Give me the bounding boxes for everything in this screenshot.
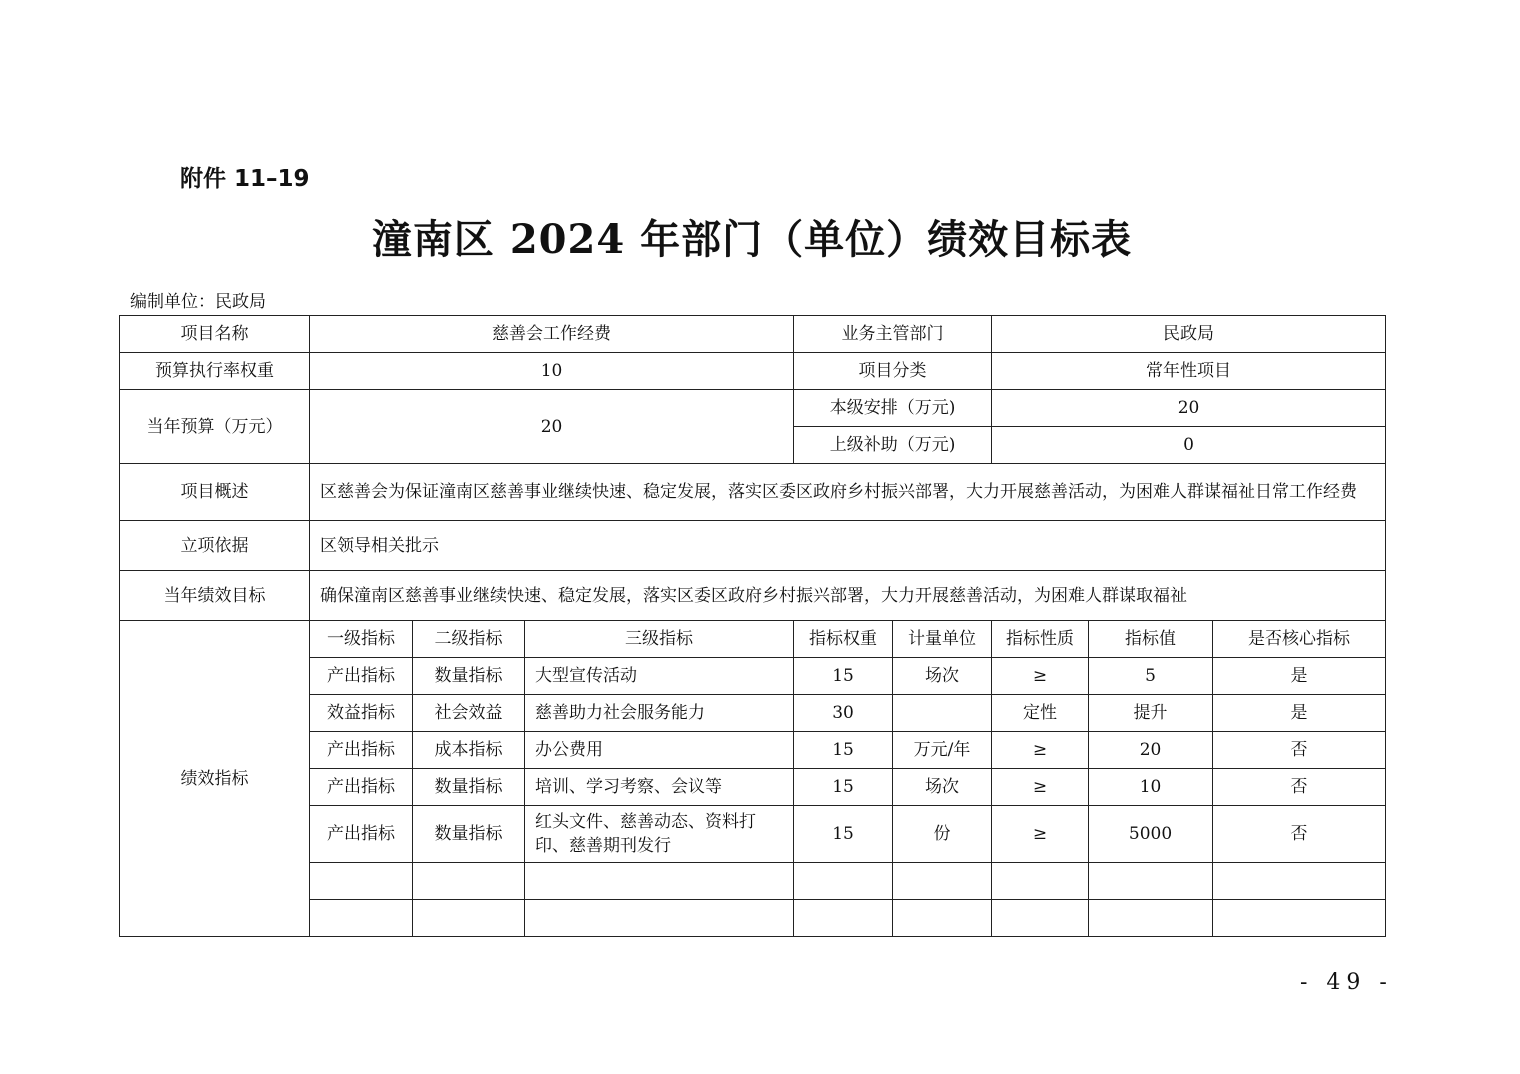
- cell-weight: 15: [794, 806, 893, 863]
- cell-level2: 数量指标: [413, 658, 525, 695]
- header-nature: 指标性质: [992, 621, 1089, 658]
- cell-unit: 万元/年: [893, 732, 992, 769]
- overview-value: 区慈善会为保证潼南区慈善事业继续快速、稳定发展，落实区委区政府乡村振兴部署，大力开展慈善活动，为困难人群谋福祉日常工作经费: [310, 464, 1386, 521]
- basis-label: 立项依据: [120, 521, 310, 571]
- cell-level3: 办公费用: [525, 732, 794, 769]
- row-weight: [120, 353, 1386, 390]
- cell-level2: 数量指标: [413, 806, 525, 863]
- cell-unit: 场次: [893, 658, 992, 695]
- attachment-label: 附件 11–19: [180, 166, 310, 192]
- upper-label: 上级补助（万元): [794, 427, 992, 464]
- row-goal: [120, 571, 1386, 621]
- table-row-empty: [120, 863, 1386, 900]
- cell-level2: 成本指标: [413, 732, 525, 769]
- performance-target-table: [119, 315, 1386, 937]
- cell-weight: 30: [794, 695, 893, 732]
- cell-nature: ≥: [992, 806, 1089, 863]
- header-value: 指标值: [1089, 621, 1213, 658]
- cell-level2: 数量指标: [413, 769, 525, 806]
- budget-value: 20: [310, 390, 794, 464]
- cell-nature: ≥: [992, 732, 1089, 769]
- page-number: - 49 -: [1300, 970, 1393, 995]
- empty-cell: [525, 863, 794, 900]
- cell-weight: 15: [794, 658, 893, 695]
- cell-weight: 15: [794, 732, 893, 769]
- empty-cell: [525, 900, 794, 937]
- local-label: 本级安排（万元): [794, 390, 992, 427]
- cell-nature: ≥: [992, 769, 1089, 806]
- empty-cell: [794, 863, 893, 900]
- table-row: [120, 806, 1386, 863]
- empty-cell: [893, 863, 992, 900]
- empty-cell: [992, 863, 1089, 900]
- cell-core: 是: [1213, 658, 1386, 695]
- upper-value: 0: [992, 427, 1386, 464]
- category-label: 项目分类: [794, 353, 992, 390]
- cell-value: 提升: [1089, 695, 1213, 732]
- table-row: [120, 695, 1386, 732]
- table-row: [120, 658, 1386, 695]
- weight-value: 10: [310, 353, 794, 390]
- basis-value: 区领导相关批示: [310, 521, 1386, 571]
- indicators-label: 绩效指标: [120, 621, 310, 937]
- cell-level3: 慈善助力社会服务能力: [525, 695, 794, 732]
- empty-cell: [1089, 863, 1213, 900]
- category-value: 常年性项目: [992, 353, 1386, 390]
- budget-label: 当年预算（万元）: [120, 390, 310, 464]
- header-level1: 一级指标: [310, 621, 413, 658]
- cell-value: 5: [1089, 658, 1213, 695]
- cell-level3: 红头文件、慈善动态、资料打印、慈善期刊发行: [525, 806, 794, 863]
- cell-unit: 场次: [893, 769, 992, 806]
- empty-cell: [310, 900, 413, 937]
- row-basis: [120, 521, 1386, 571]
- empty-cell: [413, 900, 525, 937]
- local-value: 20: [992, 390, 1386, 427]
- empty-cell: [413, 863, 525, 900]
- dept-value: 民政局: [992, 316, 1386, 353]
- cell-level3: 培训、学习考察、会议等: [525, 769, 794, 806]
- cell-value: 20: [1089, 732, 1213, 769]
- cell-level1: 产出指标: [310, 806, 413, 863]
- header-core: 是否核心指标: [1213, 621, 1386, 658]
- cell-weight: 15: [794, 769, 893, 806]
- compiling-unit: 编制单位：民政局: [130, 292, 266, 312]
- cell-core: 否: [1213, 769, 1386, 806]
- header-unit: 计量单位: [893, 621, 992, 658]
- empty-cell: [1089, 900, 1213, 937]
- cell-value: 5000: [1089, 806, 1213, 863]
- cell-value: 10: [1089, 769, 1213, 806]
- row-overview: [120, 464, 1386, 521]
- cell-nature: 定性: [992, 695, 1089, 732]
- cell-core: 否: [1213, 806, 1386, 863]
- cell-core: 否: [1213, 732, 1386, 769]
- row-budget: [120, 390, 1386, 427]
- goal-label: 当年绩效目标: [120, 571, 310, 621]
- table-row-empty: [120, 900, 1386, 937]
- empty-cell: [1213, 863, 1386, 900]
- empty-cell: [310, 863, 413, 900]
- cell-level1: 产出指标: [310, 658, 413, 695]
- cell-level3: 大型宣传活动: [525, 658, 794, 695]
- cell-unit: [893, 695, 992, 732]
- weight-label: 预算执行率权重: [120, 353, 310, 390]
- row-project-name: [120, 316, 1386, 353]
- project-name-label: 项目名称: [120, 316, 310, 353]
- header-weight: 指标权重: [794, 621, 893, 658]
- header-level2: 二级指标: [413, 621, 525, 658]
- table-row: [120, 769, 1386, 806]
- dept-label: 业务主管部门: [794, 316, 992, 353]
- empty-cell: [893, 900, 992, 937]
- project-name-value: 慈善会工作经费: [310, 316, 794, 353]
- cell-level1: 效益指标: [310, 695, 413, 732]
- cell-level1: 产出指标: [310, 769, 413, 806]
- indicator-header-row: [120, 621, 1386, 658]
- cell-core: 是: [1213, 695, 1386, 732]
- cell-level2: 社会效益: [413, 695, 525, 732]
- overview-label: 项目概述: [120, 464, 310, 521]
- cell-level1: 产出指标: [310, 732, 413, 769]
- table-row: [120, 732, 1386, 769]
- goal-value: 确保潼南区慈善事业继续快速、稳定发展，落实区委区政府乡村振兴部署，大力开展慈善活动，为困难人群谋取福祉: [310, 571, 1386, 621]
- header-level3: 三级指标: [525, 621, 794, 658]
- cell-nature: ≥: [992, 658, 1089, 695]
- cell-unit: 份: [893, 806, 992, 863]
- empty-cell: [992, 900, 1089, 937]
- empty-cell: [794, 900, 893, 937]
- empty-cell: [1213, 900, 1386, 937]
- page-title: 潼南区 2024 年部门（单位）绩效目标表: [371, 216, 1133, 263]
